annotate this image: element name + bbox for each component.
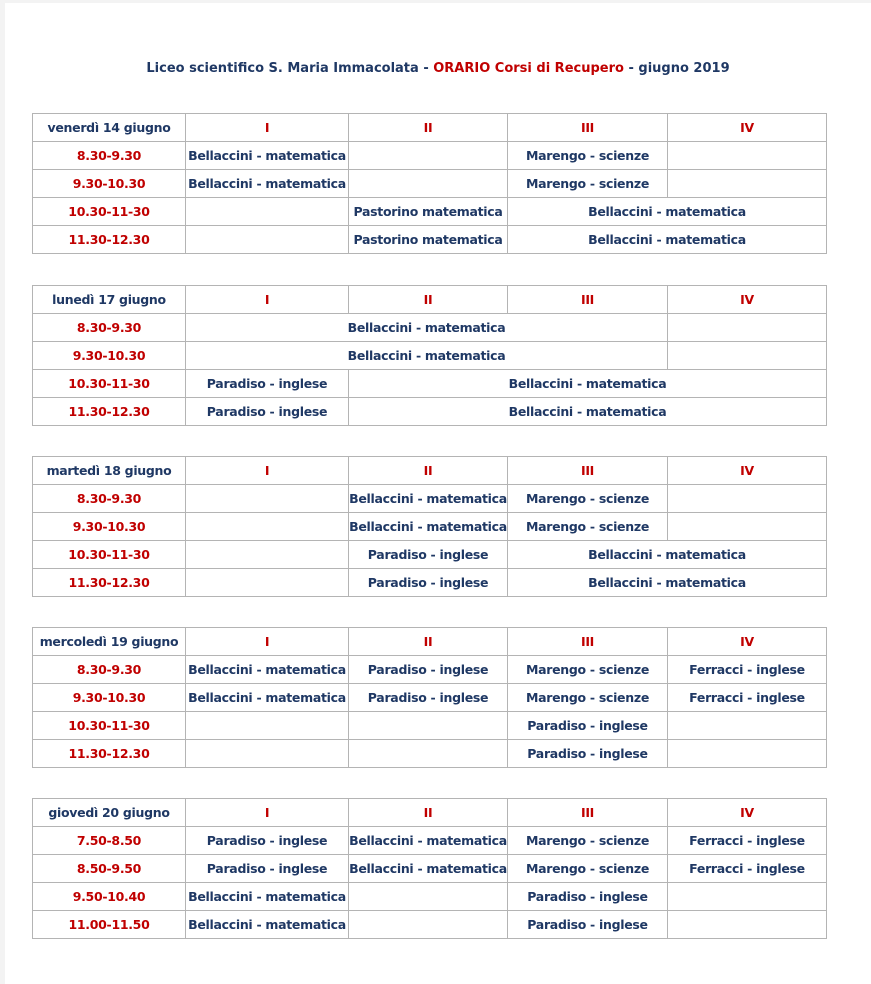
column-header: III <box>508 457 668 485</box>
class-cell: Bellaccini - matematica <box>186 142 349 170</box>
column-header: IV <box>668 286 827 314</box>
class-cell <box>668 142 827 170</box>
table-row <box>33 398 827 426</box>
time-slot: 10.30-11-30 <box>33 370 186 398</box>
time-slot: 9.30-10.30 <box>33 342 186 370</box>
class-cell: Ferracci - inglese <box>668 855 827 883</box>
time-slot: 7.50-8.50 <box>33 827 186 855</box>
day-label: giovedì 20 giugno <box>33 799 186 827</box>
class-cell: Paradiso - inglese <box>186 398 349 426</box>
class-cell: Paradiso - inglese <box>186 370 349 398</box>
time-slot: 10.30-11-30 <box>33 198 186 226</box>
class-cell: Bellaccini - matematica <box>508 198 827 226</box>
class-cell <box>668 712 827 740</box>
column-header: II <box>349 114 508 142</box>
class-cell <box>349 170 508 198</box>
schedule-table-day-3 <box>32 627 827 768</box>
table-row <box>33 314 827 342</box>
time-slot: 11.00-11.50 <box>33 911 186 939</box>
class-cell <box>349 883 508 911</box>
class-cell <box>186 198 349 226</box>
class-cell: Paradiso - inglese <box>349 541 508 569</box>
title-orario: ORARIO Corsi di Recupero <box>433 61 624 76</box>
table-row <box>33 198 827 226</box>
column-header: I <box>186 457 349 485</box>
class-cell: Bellaccini - matematica <box>508 541 827 569</box>
class-cell <box>349 712 508 740</box>
table-header-row <box>33 114 827 142</box>
class-cell: Paradiso - inglese <box>349 684 508 712</box>
class-cell <box>668 883 827 911</box>
table-row <box>33 883 827 911</box>
class-cell: Bellaccini - matematica <box>186 314 668 342</box>
time-slot: 8.30-9.30 <box>33 485 186 513</box>
column-header: I <box>186 114 349 142</box>
table-header-row <box>33 457 827 485</box>
class-cell: Marengo - scienze <box>508 170 668 198</box>
schedule-table-day-0 <box>32 113 827 254</box>
class-cell: Bellaccini - matematica <box>186 342 668 370</box>
class-cell <box>349 740 508 768</box>
column-header: I <box>186 286 349 314</box>
class-cell: Marengo - scienze <box>508 684 668 712</box>
table-header-row <box>33 799 827 827</box>
table-row <box>33 740 827 768</box>
schedule-table-day-4 <box>32 798 827 939</box>
table-row <box>33 712 827 740</box>
class-cell: Bellaccini - matematica <box>186 684 349 712</box>
class-cell: Marengo - scienze <box>508 142 668 170</box>
document-page <box>5 3 871 984</box>
table-row <box>33 513 827 541</box>
table-row <box>33 170 827 198</box>
column-header: III <box>508 114 668 142</box>
table-row <box>33 485 827 513</box>
class-cell <box>668 342 827 370</box>
time-slot: 10.30-11-30 <box>33 712 186 740</box>
class-cell: Paradiso - inglese <box>349 656 508 684</box>
time-slot: 8.50-9.50 <box>33 855 186 883</box>
class-cell: Ferracci - inglese <box>668 656 827 684</box>
schedule-table-day-2 <box>32 456 827 597</box>
class-cell: Bellaccini - matematica <box>349 855 508 883</box>
class-cell: Bellaccini - matematica <box>508 226 827 254</box>
day-label: martedì 18 giugno <box>33 457 186 485</box>
class-cell: Pastorino matematica <box>349 226 508 254</box>
class-cell: Paradiso - inglese <box>186 827 349 855</box>
class-cell <box>349 142 508 170</box>
page-title <box>5 61 871 76</box>
class-cell <box>668 314 827 342</box>
class-cell: Paradiso - inglese <box>349 569 508 597</box>
time-slot: 11.30-12.30 <box>33 740 186 768</box>
column-header: IV <box>668 457 827 485</box>
class-cell <box>186 740 349 768</box>
class-cell: Paradiso - inglese <box>508 740 668 768</box>
time-slot: 11.30-12.30 <box>33 569 186 597</box>
table-row <box>33 911 827 939</box>
class-cell: Bellaccini - matematica <box>186 883 349 911</box>
table-row <box>33 142 827 170</box>
table-row <box>33 226 827 254</box>
table-header-row <box>33 286 827 314</box>
column-header: III <box>508 628 668 656</box>
time-slot: 11.30-12.30 <box>33 398 186 426</box>
class-cell: Bellaccini - matematica <box>186 170 349 198</box>
class-cell: Paradiso - inglese <box>186 855 349 883</box>
table-row <box>33 855 827 883</box>
table-row <box>33 370 827 398</box>
column-header: III <box>508 286 668 314</box>
class-cell: Pastorino matematica <box>349 198 508 226</box>
table-row <box>33 827 827 855</box>
class-cell: Marengo - scienze <box>508 485 668 513</box>
class-cell <box>668 740 827 768</box>
table-header-row <box>33 628 827 656</box>
class-cell <box>668 911 827 939</box>
class-cell: Bellaccini - matematica <box>349 485 508 513</box>
day-label: mercoledì 19 giugno <box>33 628 186 656</box>
column-header: IV <box>668 799 827 827</box>
column-header: I <box>186 799 349 827</box>
class-cell <box>186 513 349 541</box>
class-cell <box>186 569 349 597</box>
column-header: III <box>508 799 668 827</box>
time-slot: 8.30-9.30 <box>33 142 186 170</box>
table-row <box>33 656 827 684</box>
class-cell: Bellaccini - matematica <box>349 370 827 398</box>
time-slot: 9.30-10.30 <box>33 684 186 712</box>
class-cell: Bellaccini - matematica <box>186 911 349 939</box>
time-slot: 9.30-10.30 <box>33 170 186 198</box>
class-cell <box>668 513 827 541</box>
table-row <box>33 541 827 569</box>
class-cell <box>349 911 508 939</box>
column-header: I <box>186 628 349 656</box>
class-cell: Paradiso - inglese <box>508 911 668 939</box>
day-label: venerdì 14 giugno <box>33 114 186 142</box>
class-cell: Marengo - scienze <box>508 513 668 541</box>
class-cell: Bellaccini - matematica <box>186 656 349 684</box>
time-slot: 9.30-10.30 <box>33 513 186 541</box>
time-slot: 11.30-12.30 <box>33 226 186 254</box>
schedule-table-day-1 <box>32 285 827 426</box>
table-row <box>33 342 827 370</box>
time-slot: 9.50-10.40 <box>33 883 186 911</box>
column-header: IV <box>668 628 827 656</box>
class-cell: Ferracci - inglese <box>668 684 827 712</box>
table-row <box>33 569 827 597</box>
class-cell: Marengo - scienze <box>508 656 668 684</box>
time-slot: 8.30-9.30 <box>33 656 186 684</box>
title-school: Liceo scientifico S. Maria Immacolata - <box>146 61 434 76</box>
column-header: II <box>349 286 508 314</box>
class-cell: Paradiso - inglese <box>508 712 668 740</box>
class-cell <box>186 541 349 569</box>
class-cell: Ferracci - inglese <box>668 827 827 855</box>
column-header: II <box>349 799 508 827</box>
class-cell: Bellaccini - matematica <box>508 569 827 597</box>
class-cell: Bellaccini - matematica <box>349 398 827 426</box>
table-row <box>33 684 827 712</box>
column-header: II <box>349 457 508 485</box>
class-cell <box>186 485 349 513</box>
class-cell <box>668 485 827 513</box>
class-cell: Marengo - scienze <box>508 855 668 883</box>
class-cell: Paradiso - inglese <box>508 883 668 911</box>
column-header: II <box>349 628 508 656</box>
class-cell <box>186 712 349 740</box>
class-cell <box>186 226 349 254</box>
class-cell: Marengo - scienze <box>508 827 668 855</box>
time-slot: 10.30-11-30 <box>33 541 186 569</box>
day-label: lunedì 17 giugno <box>33 286 186 314</box>
title-month: - giugno 2019 <box>623 61 730 76</box>
class-cell: Bellaccini - matematica <box>349 827 508 855</box>
column-header: IV <box>668 114 827 142</box>
class-cell <box>668 170 827 198</box>
time-slot: 8.30-9.30 <box>33 314 186 342</box>
class-cell: Bellaccini - matematica <box>349 513 508 541</box>
